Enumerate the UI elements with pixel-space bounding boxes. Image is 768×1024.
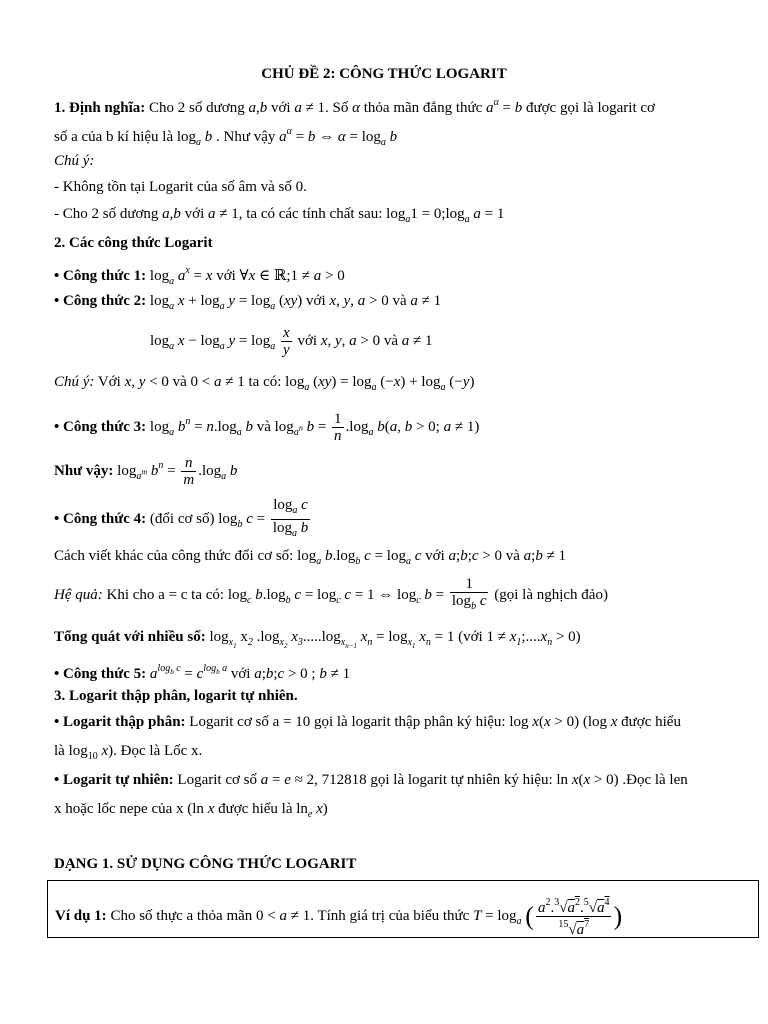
note-label: Chú ý: [54,153,95,169]
natural-log-label: • Logarit tự nhiên: [54,772,174,788]
definition-line-2: số a của b kí hiệu là $\log_a b$ . Như vậy $a^\alpha = b$ ⇔ $\alpha = \log_a b$ [54,126,398,148]
formula-4-label: • Công thức 4: [54,510,147,527]
formula-4: • Công thức 4: (đổi cơ số) $\log_b c$ = $\frac{\log_a c}{\log_a b}$ [54,497,312,544]
general-chain: Tổng quát với nhiều số: $\log_{x_1} x_2$ $.\log_{x_2}$ $x_3.....\log_{x_{n-1}}$ $x_n = \log_{x_1} x_n = 1$ (với $1 \ne x_1;....x_n > 0$) [54,629,581,650]
example-1: Ví dụ 1: Cho số thực a thỏa mãn 0 < a ≠ 1. Tính giá trị của biểu thức $T = \log_a$ ( $\frac{a^2.^3√a^2.^5√a^4}{^{15}√a^7}$ ) [55,897,623,938]
consequence-label: Như vậy: [54,463,114,479]
formula-3-consequence: Như vậy: $\log_{a^m} b^n$ = $\frac{n}{m}$ $.\log_a$ b [54,455,238,489]
note-line-2: - Cho 2 số dương a,b với a ≠ 1, ta có các tính chất sau: $\log_a1$ = $0;\log_a$ a = 1 [54,206,505,225]
example-1-label: Ví dụ 1: [55,907,107,924]
section-3-heading: 3. Logarit thập phân, logarit tự nhiên. [54,688,298,704]
formula-5: • Công thức 5: $a^{log_b c} = c^{log_b a}$ với a;b;c > 0 ; b ≠ 1 [54,663,351,682]
definition-line-1: 1. Định nghĩa: Cho 2 số dương a,b với a ≠ 1. Số α thỏa mãn đẳng thức $a^\alpha = b$ được gọi là logarit cơ [54,97,655,116]
formula-1-label: • Công thức 1: [54,268,147,284]
fraction-change-of-base: $\frac{\log_a c}{\log_a b}$ [272,497,309,539]
common-log-label: • Logarit thập phân: [54,714,186,730]
common-log-line-2: là $\log_{10} x$). Đọc là Lốc x. [54,743,203,762]
formula-2-note: Chú ý: Với x, y < 0 và 0 < a ≠ 1 ta có: $\log_a (xy) = \log_a (-x) + \log_a (-y)$ [54,374,475,393]
example-1-box [47,880,759,938]
general-label: Tổng quát với nhiều số: [54,629,206,645]
corollary-label: Hệ quả: [54,587,103,603]
formula-3: • Công thức 3: $\log_a b^n = n.\log_a$ b và $\log_{a^n} b$ = $\frac{1}{n}$ $.\log_a$ b(a, b > 0; a ≠ 1) [54,411,480,445]
formula-1: • Công thức 1: $\log_a a^x = x$ với ∀x ∈ ℝ;1 ≠ a > 0 [54,265,345,287]
corollary: Hệ quả: Khi cho a = c ta có: $\log_c b.\log_b$ $c = \log_c c = 1$ ⇔ $\log_c b$ = $\frac{1}{\log_b c}$ (gọi là nghịch đảo) [54,576,608,620]
formula-2a: • Công thức 2: $\log_a x + \log_a y = \log_a (xy)$ với x, y, a > 0 và a ≠ 1 [54,293,442,312]
natural-log-line-2: x hoặc lốc nepe của x (ln x được hiểu là $\ln_e x$) [54,801,328,820]
definition-heading: 1. Định nghĩa: [54,100,146,116]
common-log-line-1: • Logarit thập phân: Logarit cơ số a = 10 gọi là logarit thập phân ký hiệu: log x(x > 0) (log x được hiểu [54,714,681,730]
fraction-1-over-n: $\frac{1}{n}$ [334,411,342,445]
fraction-reciprocal: $\frac{1}{\log_b c}$ [451,576,487,613]
formula-2-label: • Công thức 2: [54,293,147,309]
document-title [0,66,768,83]
section-2-heading: 2. Các công thức Logarit [54,235,213,251]
fraction-x-over-y: $\frac{x}{y}$ [283,325,290,359]
change-of-base-alt: Cách viết khác của công thức đổi cơ số: $\log_a b.\log_b$ $c = \log_a c$ với a;b;c > 0 và a;b ≠ 1 [54,548,567,567]
note-line-1: - Không tồn tại Logarit của số âm và số 0. [54,179,307,195]
fraction-n-over-m: $\frac{n}{m}$ [183,455,195,489]
formula-2b: $\log_a x - \log_a y = \log_a$ $\frac{x}{y}$ với x, y, a > 0 và a ≠ 1 [150,325,433,359]
dang-1-heading: DẠNG 1. SỬ DỤNG CÔNG THỨC LOGARIT [54,856,357,872]
title-text: CHỦ ĐỀ 2: CÔNG THỨC LOGARIT [261,66,507,82]
formula-3-label: • Công thức 3: [54,419,147,435]
example-1-fraction: $\frac{a^2.^3√a^2.^5√a^4}{^{15}√a^7}$ [537,897,610,938]
natural-log-line-1: • Logarit tự nhiên: Logarit cơ số a = e ≈ 2, 712818 gọi là logarit tự nhiên ký hiệu: ln x(x > 0) .Đọc là len [54,772,688,788]
formula-5-label: • Công thức 5: [54,666,147,682]
